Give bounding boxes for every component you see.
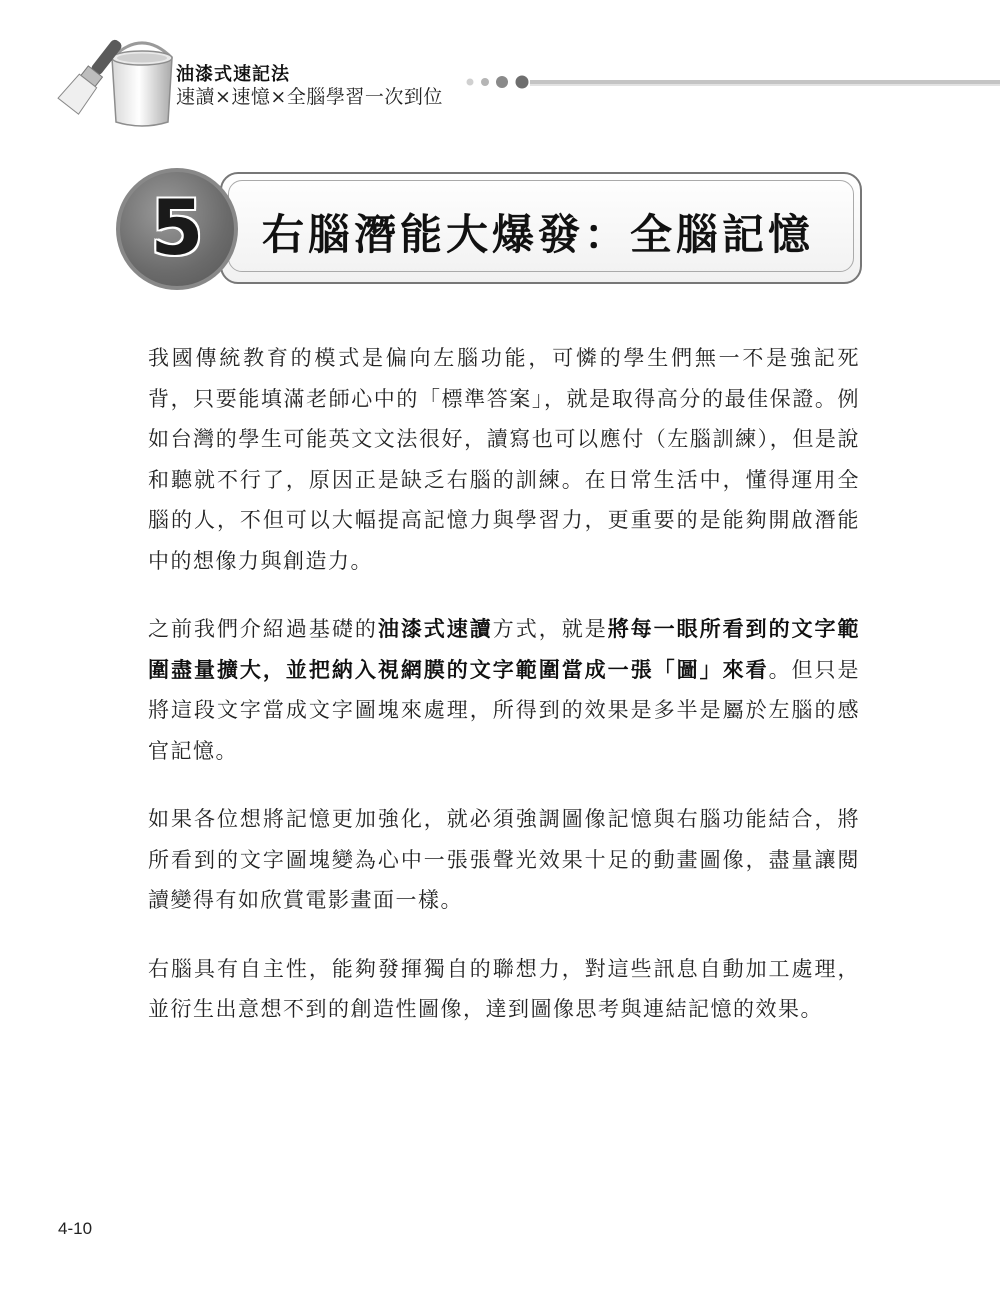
book-subtitle: 速讀×速憶×全腦學習一次到位 <box>176 86 443 108</box>
section-number-badge <box>116 168 238 290</box>
book-title: 油漆式速記法 <box>176 64 290 85</box>
paint-bucket-brush-icon <box>50 30 190 130</box>
emphasis-text: 油漆式速讀 <box>377 617 493 641</box>
page-number: 4-10 <box>58 1219 93 1238</box>
text-segment: 之前我們介紹過基礎的 <box>148 617 378 641</box>
section-number: 5 <box>150 182 204 272</box>
text-segment: 如果各位想將記憶更加強化，就必須強調圖像記憶與右腦功能結合，將所看到的文字圖塊變為心中一張張聲光效果十足的動畫圖像，盡量讓閱讀變得有如欣賞電影畫面一樣。 <box>148 807 860 912</box>
paragraph <box>148 338 860 581</box>
section-title: 右腦潛能大爆發：全腦記憶 <box>262 210 815 259</box>
text-segment: 方式，就是 <box>492 617 608 641</box>
emphasis-text: 將每一眼所看到的文字範圍盡量擴大，並把納入視網膜的文字範圍當成一張「圖」來看 <box>148 617 861 682</box>
section-heading <box>110 160 870 300</box>
header-decoration-line <box>460 70 1000 100</box>
paragraph <box>148 949 860 1030</box>
page-header <box>0 0 1000 140</box>
text-segment: 右腦具有自主性，能夠發揮獨自的聯想力，對這些訊息自動加工處理，並衍生出意想不到的創造性圖像，達到圖像思考與連結記憶的效果。 <box>148 956 860 1021</box>
paragraph <box>148 799 860 921</box>
text-segment: 我國傳統教育的模式是偏向左腦功能，可憐的學生們無一不是強記死背，只要能填滿老師心中的「標準答案」，就是取得高分的最佳保證。例如台灣的學生可能英文文法很好，讀寫也可以應付（左腦訓練），但是說和聽就不行了，原因正是缺乏右腦的訓練。在日常生活中，懂得運用全腦的人，不但可以大幅提高記憶力與學習力，更重要的是能夠開啟潛能中的想像力與創造力。 <box>148 346 860 573</box>
text-segment: 。但只是將這段文字當成文字圖塊來處理，所得到的效果是多半是屬於左腦的感官記憶。 <box>148 657 861 763</box>
paragraph <box>148 609 860 771</box>
body-text <box>148 338 860 1058</box>
